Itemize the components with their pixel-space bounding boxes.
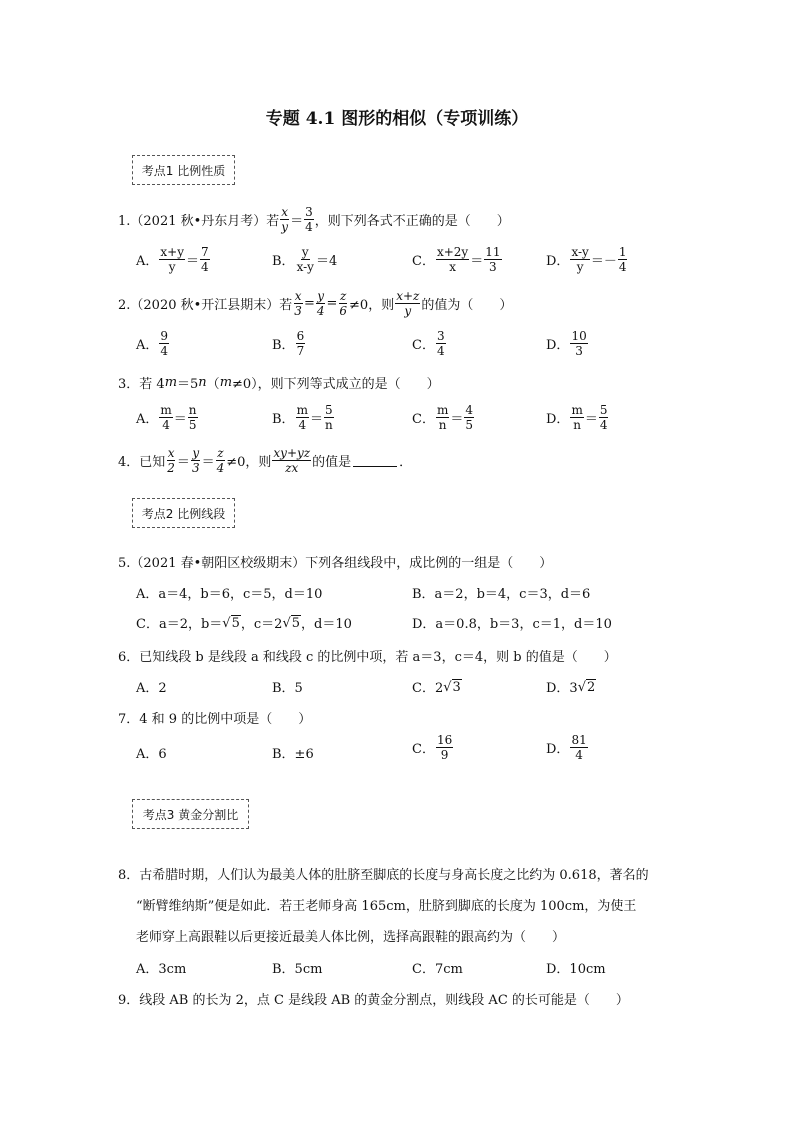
q1-option-d[interactable]: D． $\frac{x-y}{y}$ ＝－ $\frac{1}{4}$ <box>546 245 627 274</box>
question-8-line-2: “断臂维纳斯”便是如此．若王老师身高 165cm，肚脐到脚底的长度为 100cm，为使王 <box>136 899 637 914</box>
section-label-3: 考点3 黄金分割比 <box>132 799 249 829</box>
section-label-2: 考点2 比例线段 <box>132 498 235 528</box>
q7-option-b[interactable]: B．±6 <box>272 747 314 762</box>
q8-option-c[interactable]: C．7cm <box>412 962 463 977</box>
q3-option-b[interactable]: B． $\frac{m}{4}$ ＝ $\frac{5}{n}$ <box>272 403 333 432</box>
q1-option-c[interactable]: C． $\frac{x+2y}{x}$ ＝ $\frac{11}{3}$ <box>412 245 501 274</box>
q1-option-a[interactable]: A． $\frac{x+y}{y}$ ＝ $\frac{7}{4}$ <box>136 245 209 274</box>
q5-option-c[interactable]: C．a＝2，b＝ √ 5 ，c＝2 √ 5 ，d＝10 <box>136 615 352 632</box>
q4-answer-blank[interactable] <box>353 454 397 467</box>
question-8-line-1: 8．古希腊时期，人们认为最美人体的肚脐至脚底的长度与身高长度之比约为 0.618，著名的 <box>118 868 649 883</box>
q3-option-c[interactable]: C． $\frac{m}{n}$ ＝ $\frac{4}{5}$ <box>412 403 473 432</box>
question-9: 9．线段 AB 的长为 2，点 C 是线段 AB 的黄金分割点，则线段 AC 的长可能是（ ） <box>118 993 629 1008</box>
q1-frac-3-4: $\frac{3}{4}$ <box>305 205 313 234</box>
question-7: 7．4 和 9 的比例中项是（ ） <box>118 712 312 727</box>
q2-option-d[interactable]: D． $\frac{10}{3}$ <box>546 329 587 358</box>
q6-option-c[interactable]: C．2 √ 3 <box>412 679 461 696</box>
q6-option-a[interactable]: A．2 <box>136 681 167 696</box>
q2-option-b[interactable]: B． $\frac{6}{7}$ <box>272 329 305 358</box>
q5-option-b[interactable]: B．a＝2，b＝4，c＝3，d＝6 <box>412 587 591 602</box>
q6-option-d[interactable]: D．3 √ 2 <box>546 679 596 696</box>
q6-option-b[interactable]: B．5 <box>272 681 303 696</box>
q1-option-b[interactable]: B． $\frac{y}{x-y}$ ＝4 <box>272 245 338 274</box>
question-5: 5.（2021 春•朝阳区校级期末）下列各组线段中，成比例的一组是（ ） <box>118 556 553 571</box>
page-title: 专题 4.1 图形的相似（专项训练） <box>265 109 529 129</box>
q5-option-a[interactable]: A．a＝4，b＝6，c＝5，d＝10 <box>136 587 323 602</box>
question-1 <box>118 206 510 233</box>
q5-option-d[interactable]: D．a＝0.8，b＝3，c＝1，d＝10 <box>412 617 612 632</box>
q3-option-a[interactable]: A． $\frac{m}{4}$ ＝ $\frac{n}{5}$ <box>136 403 197 432</box>
q1-prefix: 1.（2021 秋•丹东月考）若 <box>118 214 280 229</box>
question-2: 2.（2020 秋•开江县期末）若 $\frac{x}{3}$ = $\frac{y}{4}$ = $\frac{z}{6}$ ≠0，则 $\frac{x+z}{y}$ 的值为（ ） <box>118 289 513 318</box>
q2-option-a[interactable]: A． $\frac{9}{4}$ <box>136 329 169 358</box>
q8-option-d[interactable]: D．10cm <box>546 962 606 977</box>
question-8-line-3: 老师穿上高跟鞋以后更接近最美人体比例，选择高跟鞋的跟高约为（ ） <box>136 930 566 945</box>
q7-option-c[interactable]: C． $\frac{16}{9}$ <box>412 733 453 762</box>
question-3: 3．若 4 m ＝5 n （ m ≠0），则下列等式成立的是（ ） <box>118 375 440 392</box>
q3-option-d[interactable]: D． $\frac{m}{n}$ ＝ $\frac{5}{4}$ <box>546 403 608 432</box>
q7-option-a[interactable]: A．6 <box>136 747 167 762</box>
q1-suffix: ，则下列各式不正确的是（ ） <box>314 214 510 229</box>
question-6: 6．已知线段 b 是线段 a 和线段 c 的比例中项，若 a＝3，c＝4，则 b 的值是（ ） <box>118 650 617 665</box>
q7-option-d[interactable]: D． $\frac{81}{4}$ <box>546 733 587 762</box>
section-label-1: 考点1 比例性质 <box>132 155 235 185</box>
q2-option-c[interactable]: C． $\frac{3}{4}$ <box>412 329 445 358</box>
q8-option-b[interactable]: B．5cm <box>272 962 323 977</box>
q1-equals: ＝ <box>290 214 304 229</box>
question-4: 4．已知 $\frac{x}{2}$ ＝ $\frac{y}{3}$ ＝ $\frac{z}{4}$ ≠0，则 $\frac{xy+yz}{zx}$ 的值是 ． <box>118 446 413 475</box>
q1-frac-x-y: $\frac{x}{y}$ <box>281 205 289 234</box>
q8-option-a[interactable]: A．3cm <box>136 962 187 977</box>
